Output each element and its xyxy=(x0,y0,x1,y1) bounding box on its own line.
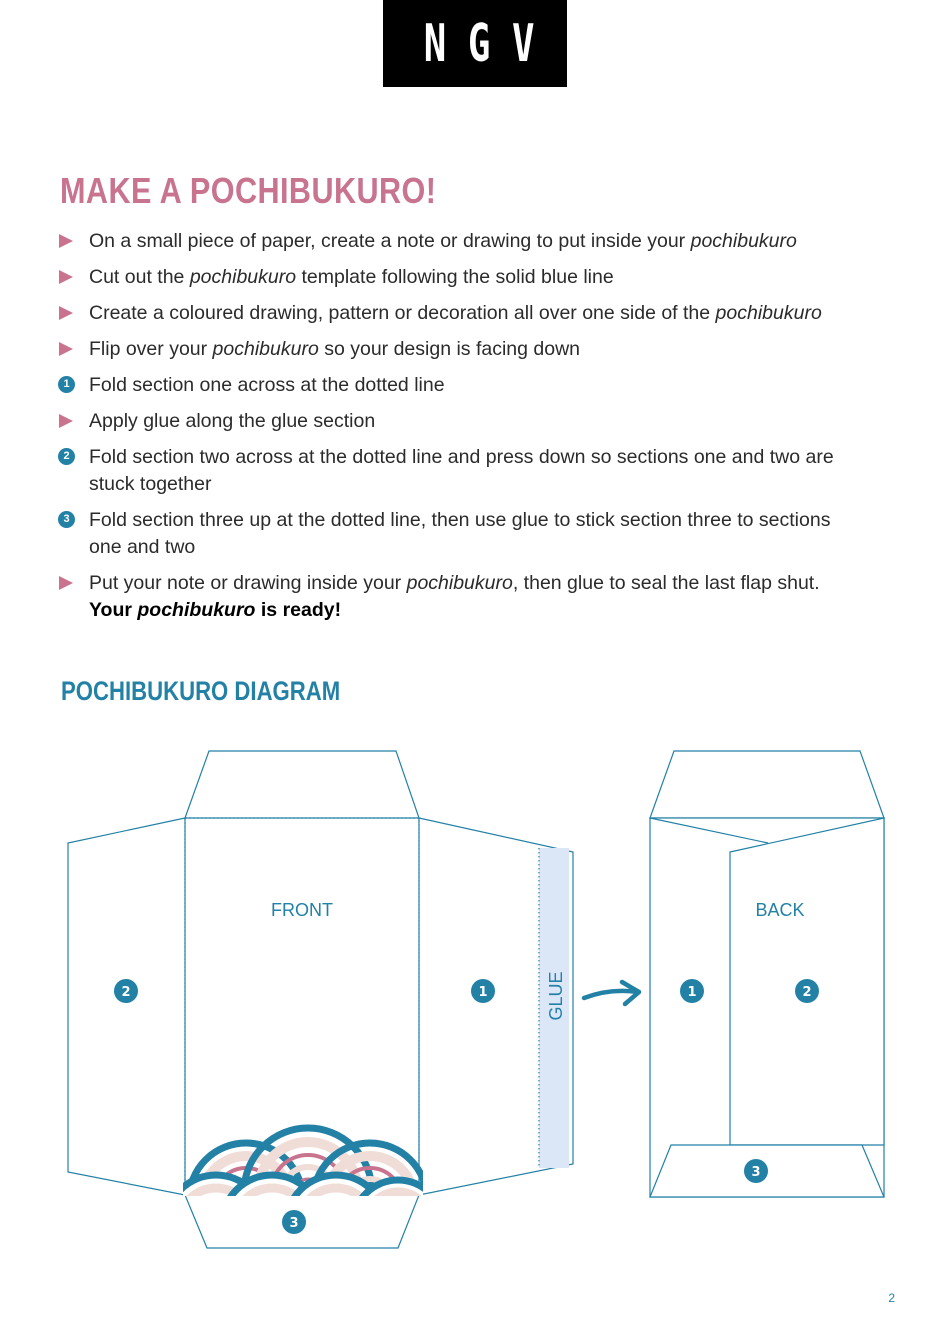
step-text: is ready! xyxy=(255,599,342,621)
step-number-badge: 2 xyxy=(58,448,75,465)
emphasis-text: pochibukuro xyxy=(137,599,256,621)
svg-text:2: 2 xyxy=(121,985,131,1000)
svg-text:1: 1 xyxy=(687,985,697,1000)
section-2-flap xyxy=(68,818,185,1195)
back-template xyxy=(650,751,884,1197)
step-text: Fold section one across at the dotted line xyxy=(89,374,445,396)
step-text: Apply glue along the glue section xyxy=(89,410,376,432)
step-text: Put your note or drawing inside your xyxy=(89,572,407,594)
back-section-2-badge xyxy=(795,979,819,1003)
emphasis-text: pochibukuro xyxy=(690,230,797,252)
step-text: Flip over your xyxy=(89,338,213,360)
back-label: BACK xyxy=(755,900,805,920)
step-text: , then glue to seal the last flap shut. xyxy=(512,572,820,594)
back-section-3-badge xyxy=(744,1159,768,1183)
step-text: Fold section three up at the dotted line, then use glue to stick section three to sections one and two xyxy=(89,509,831,558)
page-title: MAKE A POCHIBUKURO! xyxy=(60,170,437,211)
section-1-badge xyxy=(471,979,495,1003)
flip-arrow-icon xyxy=(584,982,639,1004)
step-text: Cut out the xyxy=(89,266,190,288)
step-text: template following the solid blue line xyxy=(296,266,614,288)
svg-text:1: 1 xyxy=(478,985,488,1000)
emphasis-text: pochibukuro xyxy=(212,338,319,360)
diagram-title: POCHIBUKURO DIAGRAM xyxy=(61,676,341,706)
emphasis-text: pochibukuro xyxy=(715,302,822,324)
emphasis-text: pochibukuro xyxy=(406,572,513,594)
step-text: Create a coloured drawing, pattern or decoration all over one side of the xyxy=(89,302,716,324)
emphasis-text: pochibukuro xyxy=(189,266,297,288)
svg-text:2: 2 xyxy=(802,985,812,1000)
front-label: FRONT xyxy=(271,900,333,920)
step-text: Your xyxy=(89,599,138,621)
step-number-badge: 1 xyxy=(58,376,75,393)
section-3-badge xyxy=(282,1210,306,1234)
svg-text:3: 3 xyxy=(289,1216,299,1231)
back-top-flap xyxy=(650,751,884,818)
step-text: so your design is facing down xyxy=(318,338,581,360)
back-section-1-badge xyxy=(680,979,704,1003)
glue-label: GLUE xyxy=(546,971,566,1021)
step-text: On a small piece of paper, create a note or drawing to put inside your xyxy=(89,230,691,252)
step-number-badge: 3 xyxy=(58,511,75,528)
page-number: 2 xyxy=(888,1291,895,1305)
section-2-badge xyxy=(114,979,138,1003)
top-flap xyxy=(185,751,419,818)
logo-text: NGV xyxy=(423,13,557,74)
svg-text:3: 3 xyxy=(751,1165,761,1180)
step-text: Fold section two across at the dotted line and press down so sections one and two are stuck together xyxy=(89,446,834,495)
